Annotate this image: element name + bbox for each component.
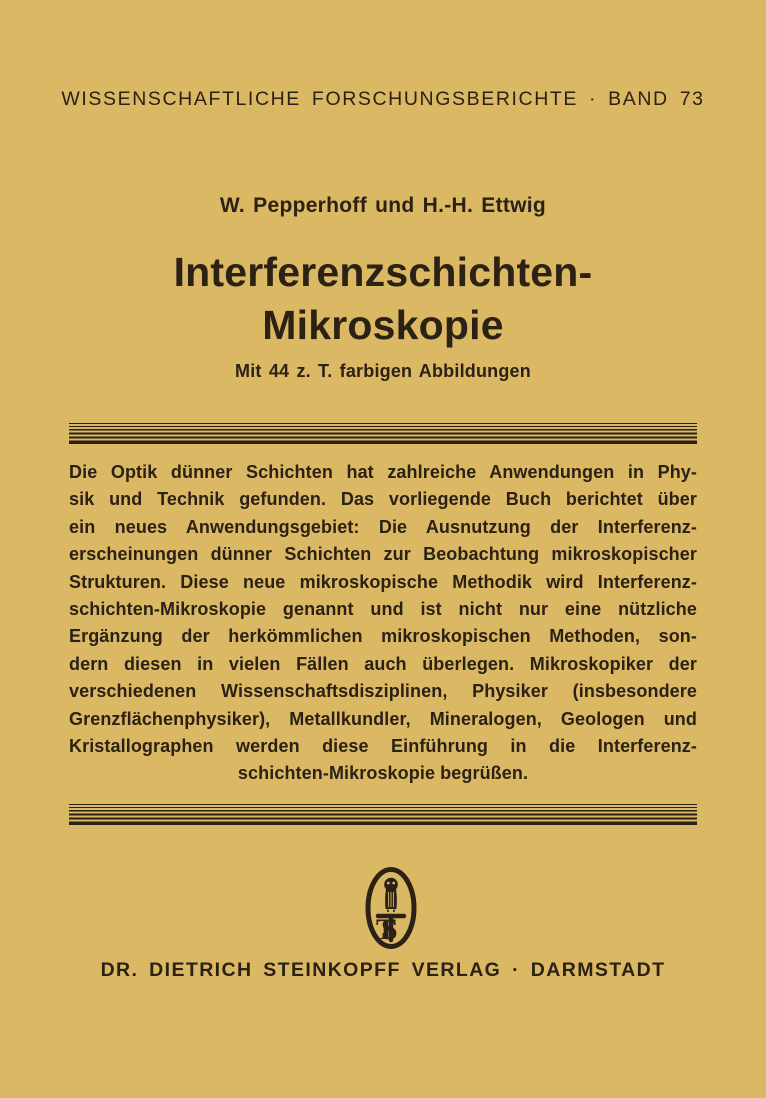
blurb-line: dern diesen in vielen Fällen auch überlegen. Mikroskopiker der xyxy=(69,653,697,674)
subtitle-illustrations-note: Mit 44 z. T. farbigen Abbildungen xyxy=(235,361,531,381)
blurb-line: Die Optik dünner Schichten hat zahlreiche Anwendungen in Phy- xyxy=(69,462,697,482)
publisher-logo-owl-emblem xyxy=(365,867,417,949)
blurb-line: sik und Technik gefunden. Das vorliegende Buch berichtet über xyxy=(69,489,697,510)
blurb-line: verschiedenen Wissenschaftsdisziplinen, Physiker (insbesondere xyxy=(69,681,697,702)
decorative-rule-bottom xyxy=(69,804,697,825)
book-title xyxy=(0,246,766,352)
blurb-paragraph xyxy=(69,459,697,788)
publisher-logo xyxy=(365,867,417,949)
decorative-rule-top xyxy=(69,423,697,444)
book-title-line1: Interferenzschichten- xyxy=(173,249,593,295)
series-header: WISSENSCHAFTLICHE FORSCHUNGSBERICHTE · BAND 73 xyxy=(61,88,705,110)
blurb-line: Kristallographen werden diese Einführung in die Interferenz- xyxy=(69,735,697,756)
blurb-line: Strukturen. Diese neue mikroskopische Methodik wird Interferenz- xyxy=(69,571,697,592)
blurb-line: schichten-Mikroskopie genannt und ist nicht nur eine nützliche xyxy=(69,598,697,619)
publisher-imprint: DR. DIETRICH STEINKOPFF VERLAG · DARMSTADT xyxy=(100,959,666,981)
authors-line: W. Pepperhoff und H.-H. Ettwig xyxy=(219,194,547,217)
blurb-line: Ergänzung der herkömmlichen mikroskopischen Methoden, son- xyxy=(69,626,697,647)
blurb-line: Grenzflächenphysiker), Metallkundler, Mineralogen, Geologen und xyxy=(69,708,697,729)
blurb-line: ein neues Anwendungsgebiet: Die Ausnutzung der Interferenz- xyxy=(69,516,697,537)
owl-icon xyxy=(384,878,398,912)
blurb-line: schichten-Mikroskopie begrüßen. xyxy=(237,763,529,784)
monogram-text: TS xyxy=(376,913,383,946)
book-title-line2: Mikroskopie xyxy=(262,302,504,348)
blurb-line: erscheinungen dünner Schichten zur Beobachtung mikroskopischer xyxy=(69,544,697,565)
